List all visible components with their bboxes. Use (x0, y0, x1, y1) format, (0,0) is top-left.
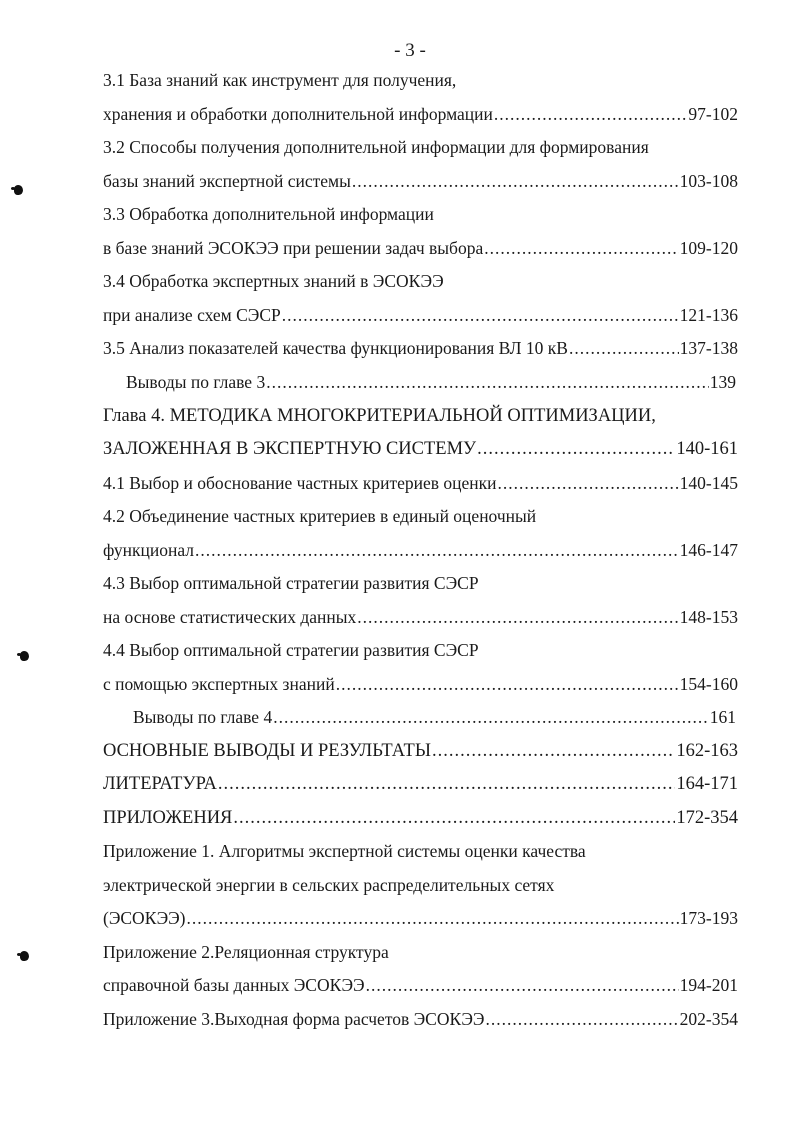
toc-line (103, 336, 738, 360)
toc-line (103, 806, 738, 830)
leader-dots (484, 236, 678, 260)
toc-page-range: 109-120 (679, 238, 738, 258)
toc-line-text: электрической энергии в сельских распределительных сетях (103, 875, 555, 895)
toc-page-range: 154-160 (679, 674, 738, 694)
leader-dots (432, 739, 675, 763)
toc-line (133, 705, 736, 729)
leader-dots (218, 772, 675, 796)
toc-page-range: 121-136 (679, 305, 738, 325)
toc-line (103, 772, 738, 796)
toc-line-text: 4.2 Объединение частных критериев в единый оценочный (103, 506, 537, 526)
toc-page-range: 137-138 (679, 338, 738, 358)
toc-line-text: 3.1 База знаний как инструмент для получения, (103, 70, 457, 90)
toc-line-text: 3.4 Обработка экспертных знаний в ЭСОКЭЭ (103, 271, 444, 291)
toc-line-text: Приложение 1. Алгоритмы экспертной системы оценки качества (103, 841, 586, 861)
toc-line-text: хранения и обработки дополнительной информации (103, 104, 493, 124)
toc-page-range: 140-145 (679, 473, 738, 493)
toc-page-range: 140-161 (676, 439, 738, 459)
toc-page-range: 172-354 (676, 808, 738, 828)
toc-line (103, 940, 738, 964)
toc-line (103, 471, 738, 495)
leader-dots (494, 102, 688, 126)
toc-line (103, 303, 738, 327)
toc-line-text: функционал (103, 540, 195, 560)
leader-dots (357, 605, 678, 629)
toc-line-text: ПРИЛОЖЕНИЯ (103, 808, 233, 828)
toc-line-text: Приложение 3.Выходная форма расчетов ЭСОКЭЭ (103, 1009, 485, 1029)
toc-line (103, 404, 738, 428)
toc-page-range: 164-171 (676, 774, 738, 794)
leader-dots (336, 672, 679, 696)
leader-dots (366, 973, 679, 997)
leader-dots (498, 471, 679, 495)
leader-dots (273, 705, 709, 729)
leader-dots (266, 370, 709, 394)
binder-hole-mark (20, 651, 29, 661)
toc-line (103, 135, 738, 159)
toc-page-range: 202-354 (679, 1009, 738, 1029)
leader-dots (195, 538, 679, 562)
binder-hole-mark (20, 951, 29, 961)
toc-line (103, 739, 738, 763)
leader-dots (233, 806, 675, 830)
toc-line (103, 538, 738, 562)
toc-line (103, 638, 738, 662)
toc-line-text: Приложение 2.Реляционная структура (103, 942, 389, 962)
toc-line (103, 1007, 738, 1031)
toc-page-range: 161 (709, 707, 736, 727)
toc-line (103, 672, 738, 696)
toc-line-text: Выводы по главе 4 (133, 707, 273, 727)
toc-page-range: 162-163 (676, 741, 738, 761)
toc-line-text: 4.3 Выбор оптимальной стратегии развития СЭСР (103, 573, 479, 593)
toc-line-text: (ЭСОКЭЭ) (103, 908, 186, 928)
leader-dots (485, 1007, 678, 1031)
page-number: - 3 - (394, 40, 426, 61)
toc-line (103, 169, 738, 193)
leader-dots (282, 303, 679, 327)
toc-line (103, 973, 738, 997)
toc-line (103, 202, 738, 226)
toc-line (103, 269, 738, 293)
toc-line-text: ЗАЛОЖЕННАЯ В ЭКСПЕРТНУЮ СИСТЕМУ (103, 439, 477, 459)
toc-line-text: в базе знаний ЭСОКЭЭ при решении задач выбора (103, 238, 484, 258)
toc-line-text: на основе статистических данных (103, 607, 357, 627)
toc-line-text: при анализе схем СЭСР (103, 305, 281, 325)
toc-page-range: 194-201 (679, 975, 738, 995)
toc-line-text: Выводы по главе 3 (126, 372, 266, 392)
toc-line-text: справочной базы данных ЭСОКЭЭ (103, 975, 365, 995)
leader-dots (352, 169, 679, 193)
toc-line (103, 906, 738, 930)
toc-line (103, 102, 738, 126)
toc-line (103, 605, 738, 629)
toc-page-range: 139 (709, 372, 736, 392)
toc-line-text: 4.4 Выбор оптимальной стратегии развития СЭСР (103, 640, 479, 660)
toc-line (126, 370, 736, 394)
toc-line (103, 236, 738, 260)
toc-line (103, 437, 738, 461)
binder-hole-mark (14, 185, 23, 195)
toc-page-range: 148-153 (679, 607, 738, 627)
toc-line-text: базы знаний экспертной системы (103, 171, 351, 191)
toc-line-text: с помощью экспертных знаний (103, 674, 335, 694)
leader-dots (477, 437, 675, 461)
toc-line-text: 3.2 Способы получения дополнительной информации для формирования (103, 137, 649, 157)
toc-page-range: 103-108 (679, 171, 738, 191)
table-of-contents (0, 68, 792, 1068)
toc-line (103, 571, 738, 595)
toc-line (103, 839, 738, 863)
toc-line-text: 4.1 Выбор и обоснование частных критериев оценки (103, 473, 497, 493)
toc-page-range: 146-147 (679, 540, 738, 560)
toc-page-range: 173-193 (679, 908, 738, 928)
toc-line-text: ОСНОВНЫЕ ВЫВОДЫ И РЕЗУЛЬТАТЫ (103, 741, 431, 761)
leader-dots (187, 906, 679, 930)
leader-dots (569, 336, 679, 360)
toc-line (103, 504, 738, 528)
toc-line (103, 873, 738, 897)
toc-line (103, 68, 738, 92)
toc-line-text: 3.3 Обработка дополнительной информации (103, 204, 434, 224)
toc-line-text: 3.5 Анализ показателей качества функционирования ВЛ 10 кВ (103, 338, 568, 358)
toc-line-text: ЛИТЕРАТУРА (103, 774, 217, 794)
toc-line-text: Глава 4. МЕТОДИКА МНОГОКРИТЕРИАЛЬНОЙ ОПТИМИЗАЦИИ, (103, 406, 656, 426)
toc-page-range: 97-102 (688, 104, 738, 124)
